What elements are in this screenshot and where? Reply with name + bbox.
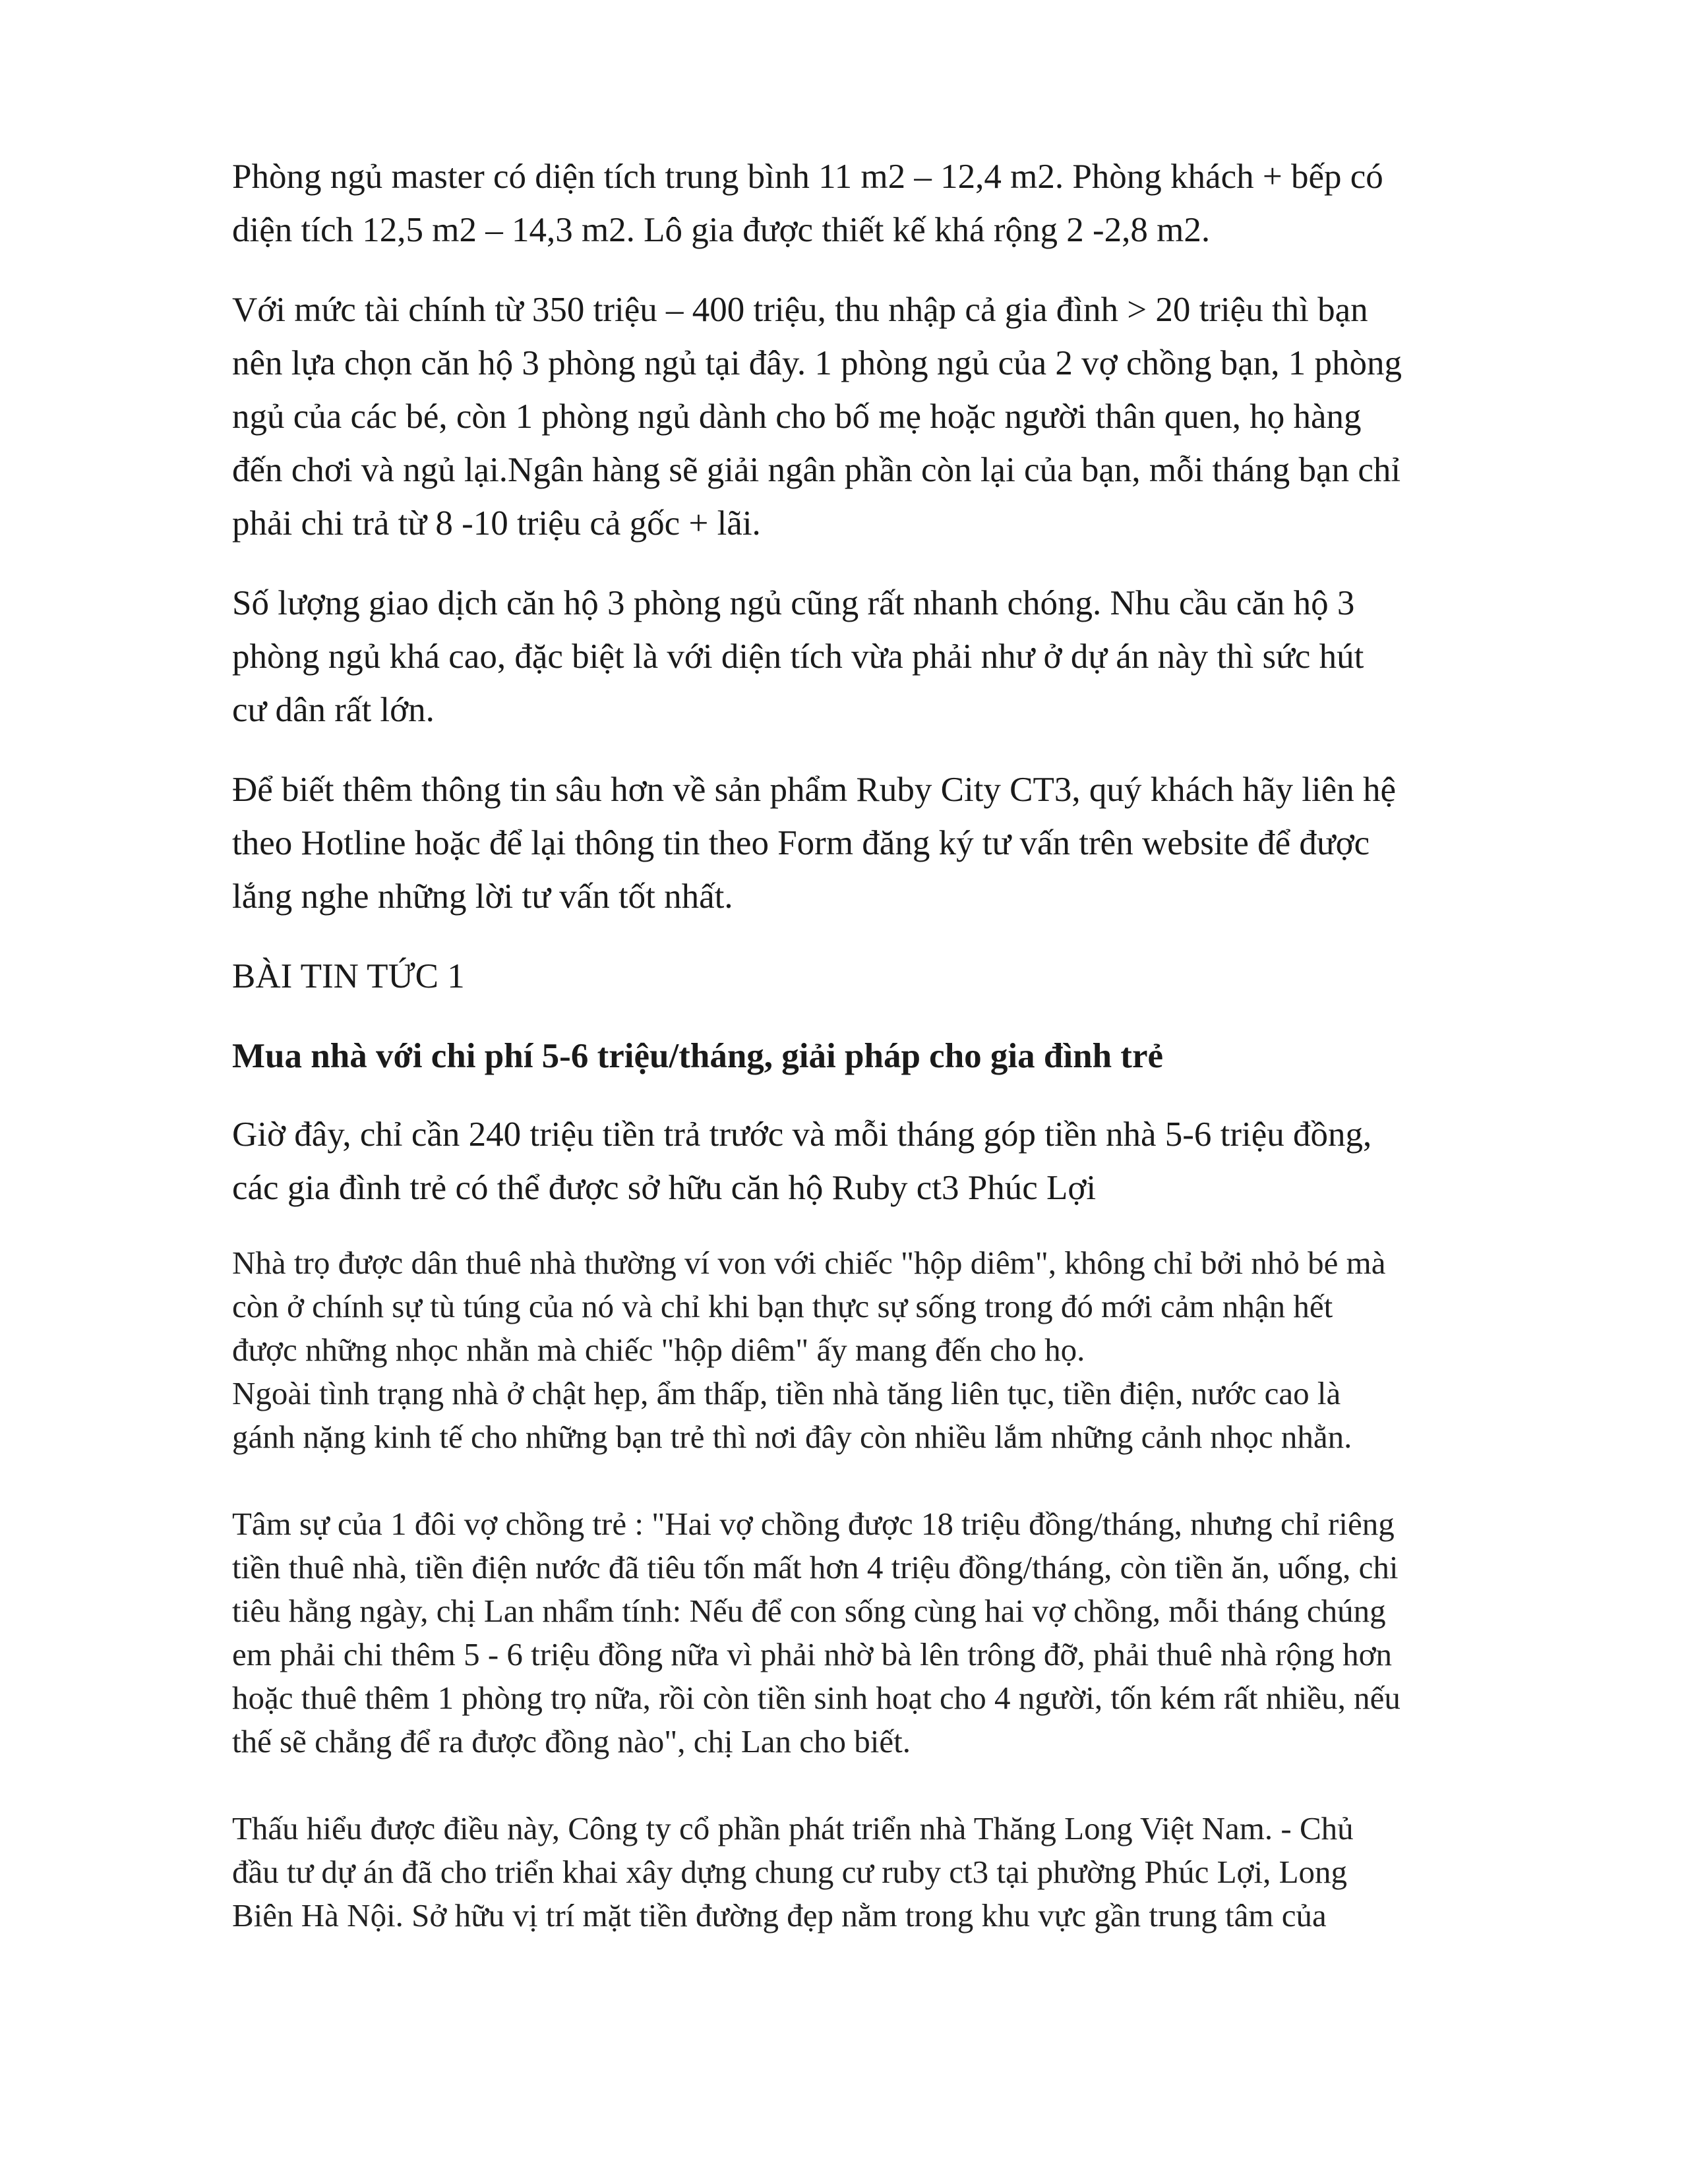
text-line: tiêu hằng ngày, chị Lan nhẩm tính: Nếu để con sống cùng hai vợ chồng, mỗi tháng chúng	[232, 1593, 1386, 1629]
text-line: Giờ đây, chỉ cần 240 triệu tiền trả trước và mỗi tháng góp tiền nhà 5-6 triệu đồng,	[232, 1115, 1372, 1154]
text-line: thế sẽ chẳng để ra được đồng nào", chị Lan cho biết.	[232, 1723, 911, 1759]
paragraph-gap	[232, 1763, 1524, 1807]
text-line: Với mức tài chính từ 350 triệu – 400 triệu, thu nhập cả gia đình > 20 triệu thì bạn	[232, 291, 1368, 329]
text-line: Ngoài tình trạng nhà ở chật hẹp, ẩm thấp, tiền nhà tăng liên tục, tiền điện, nước cao là	[232, 1375, 1341, 1411]
text-line: nên lựa chọn căn hộ 3 phòng ngủ tại đây. 1 phòng ngủ của 2 vợ chồng bạn, 1 phòng	[232, 344, 1402, 382]
section-label: BÀI TIN TỨC 1	[232, 957, 465, 995]
text-line: đầu tư dự án đã cho triển khai xây dựng chung cư ruby ct3 tại phường Phúc Lợi, Long	[232, 1854, 1348, 1890]
text-line: Phòng ngủ master có diện tích trung bình 11 m2 – 12,4 m2. Phòng khách + bếp có	[232, 158, 1383, 196]
text-line: Số lượng giao dịch căn hộ 3 phòng ngủ cũng rất nhanh chóng. Nhu cầu căn hộ 3	[232, 584, 1355, 622]
document-content	[232, 150, 1524, 1937]
text-line: các gia đình trẻ có thể được sở hữu căn hộ Ruby ct3 Phúc Lợi	[232, 1169, 1097, 1207]
text-line: phải chi trả từ 8 -10 triệu cả gốc + lãi.	[232, 504, 761, 543]
article-lead	[232, 1108, 1524, 1215]
text-line: lắng nghe những lời tư vấn tốt nhất.	[232, 877, 733, 916]
text-line: Nhà trọ được dân thuê nhà thường ví von với chiếc "hộp diêm", không chỉ bởi nhỏ bé mà	[232, 1245, 1386, 1281]
paragraph-financing	[232, 283, 1524, 550]
text-line: phòng ngủ khá cao, đặc biệt là với diện tích vừa phải như ở dự án này thì sức hút	[232, 637, 1364, 676]
paragraph-gap	[232, 1459, 1524, 1502]
text-line: hoặc thuê thêm 1 phòng trọ nữa, rồi còn tiền sinh hoạt cho 4 người, tốn kém rất nhiều, nếu	[232, 1680, 1401, 1716]
text-line: Tâm sự của 1 đôi vợ chồng trẻ : "Hai vợ chồng được 18 triệu đồng/tháng, nhưng chỉ riêng	[232, 1506, 1395, 1542]
paragraph-bedroom-sizes	[232, 150, 1524, 257]
body-paragraph-young-couple	[232, 1502, 1524, 1763]
text-line: diện tích 12,5 m2 – 14,3 m2. Lô gia được thiết kế khá rộng 2 -2,8 m2.	[232, 211, 1211, 249]
text-line: Biên Hà Nội. Sở hữu vị trí mặt tiền đường đẹp nằm trong khu vực gần trung tâm của	[232, 1897, 1327, 1933]
body-paragraph-matchbox	[232, 1241, 1524, 1459]
text-line: cư dân rất lớn.	[232, 691, 435, 729]
text-line: đến chơi và ngủ lại.Ngân hàng sẽ giải ngân phần còn lại của bạn, mỗi tháng bạn chỉ	[232, 451, 1401, 489]
paragraph-contact	[232, 763, 1524, 924]
text-line: theo Hotline hoặc để lại thông tin theo Form đăng ký tư vấn trên website để được	[232, 824, 1370, 862]
text-line: Để biết thêm thông tin sâu hơn về sản phẩm Ruby City CT3, quý khách hãy liên hệ	[232, 771, 1396, 809]
text-line: em phải chi thêm 5 - 6 triệu đồng nữa vì phải nhờ bà lên trông đỡ, phải thuê nhà rộng hơn	[232, 1636, 1393, 1672]
text-line: Thấu hiểu được điều này, Công ty cổ phần phát triển nhà Thăng Long Việt Nam. - Chủ	[232, 1810, 1354, 1846]
text-line: tiền thuê nhà, tiền điện nước đã tiêu tốn mất hơn 4 triệu đồng/tháng, còn tiền ăn, uống, chi	[232, 1549, 1399, 1585]
paragraph-demand	[232, 577, 1524, 737]
article-headline: Mua nhà với chi phí 5-6 triệu/tháng, giải pháp cho gia đình trẻ	[232, 1037, 1164, 1075]
text-line: ngủ của các bé, còn 1 phòng ngủ dành cho bố mẹ hoặc người thân quen, họ hàng	[232, 398, 1362, 436]
body-paragraph-developer	[232, 1807, 1524, 1937]
text-line: được những nhọc nhằn mà chiếc "hộp diêm" ấy mang đến cho họ.	[232, 1332, 1085, 1368]
text-line: còn ở chính sự tù túng của nó và chỉ khi bạn thực sự sống trong đó mới cảm nhận hết	[232, 1288, 1333, 1324]
text-line: gánh nặng kinh tế cho những bạn trẻ thì nơi đây còn nhiều lắm những cảnh nhọc nhằn.	[232, 1419, 1352, 1455]
